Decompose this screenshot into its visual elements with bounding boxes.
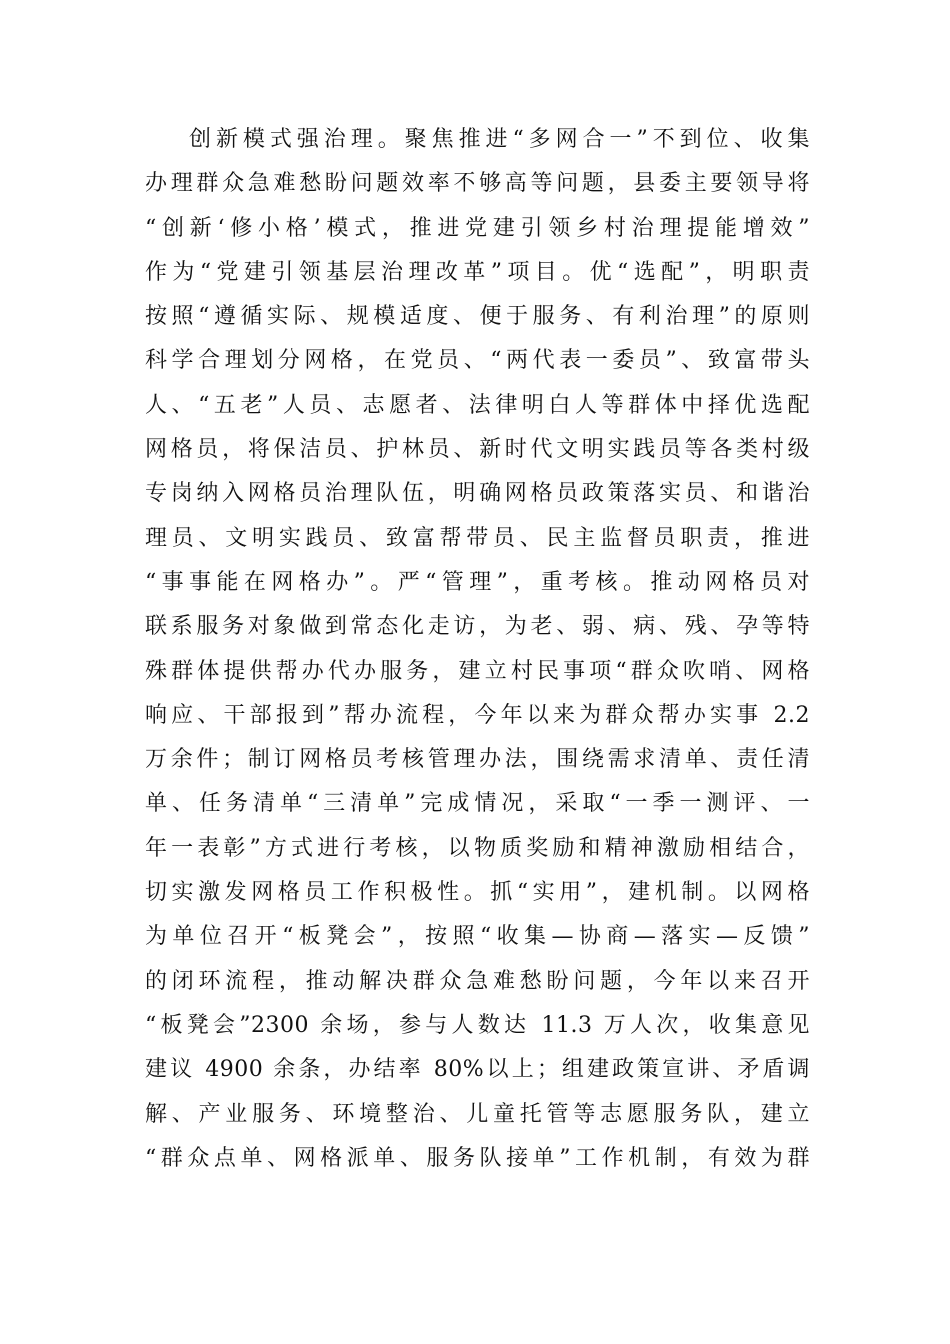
text-line: 万余件；制订网格员考核管理办法，围绕需求清单、责任清 (145, 747, 810, 773)
text-line: 建议 4900 余条，办结率 80%以上；组建政策宣讲、矛盾调 (145, 1057, 810, 1083)
text-line: 联系服务对象做到常态化走访，为老、弱、病、残、孕等特 (145, 614, 810, 640)
text-line: 创新模式强治理。聚焦推进“多网合一”不到位、收集 (189, 127, 810, 152)
text-line: 人、“五老”人员、志愿者、法律明白人等群体中择优选配 (145, 392, 810, 418)
text-line: 切实激发网格员工作积极性。抓“实用”，建机制。以网格 (145, 880, 810, 906)
text-line: 年一表彰”方式进行考核，以物质奖励和精神激励相结合， (145, 835, 810, 861)
text-line: 单、任务清单“三清单”完成情况，采取“一季一测评、一 (145, 791, 810, 817)
text-line: “板凳会”2300 余场，参与人数达 11.3 万人次，收集意见 (145, 1012, 810, 1038)
text-line: 科学合理划分网格，在党员、“两代表一委员”、致富带头 (145, 348, 810, 374)
text-line: 专岗纳入网格员治理队伍，明确网格员政策落实员、和谐治 (145, 481, 810, 507)
text-line: 办理群众急难愁盼问题效率不够高等问题，县委主要领导将 (145, 171, 810, 197)
text-line: “群众点单、网格派单、服务队接单”工作机制，有效为群 (145, 1145, 810, 1171)
text-line: 解、产业服务、环境整治、儿童托管等志愿服务队，建立 (145, 1101, 810, 1127)
text-line: 殊群体提供帮办代办服务，建立村民事项“群众吹哨、网格 (145, 658, 810, 684)
body-paragraph (145, 118, 810, 1181)
text-line: 的闭环流程，推动解决群众急难愁盼问题，今年以来召开 (145, 968, 810, 994)
text-line: 按照“遵循实际、规模适度、便于服务、有利治理”的原则 (145, 304, 810, 330)
text-line: 理员、文明实践员、致富帮带员、民主监督员职责，推进 (145, 525, 810, 551)
text-line: 为单位召开“板凳会”，按照“收集—协商—落实—反馈” (145, 924, 810, 950)
text-line: 网格员，将保洁员、护林员、新时代文明实践员等各类村级 (145, 437, 810, 463)
text-line: “创新‘修小格’模式，推进党建引领乡村治理提能增效” (145, 215, 810, 241)
text-line: “事事能在网格办”。严“管理”，重考核。推动网格员对 (145, 569, 810, 595)
text-line: 作为“党建引领基层治理改革”项目。优“选配”，明职责 (145, 259, 810, 285)
text-line: 响应、干部报到”帮办流程，今年以来为群众帮办实事 2.2 (145, 702, 810, 728)
